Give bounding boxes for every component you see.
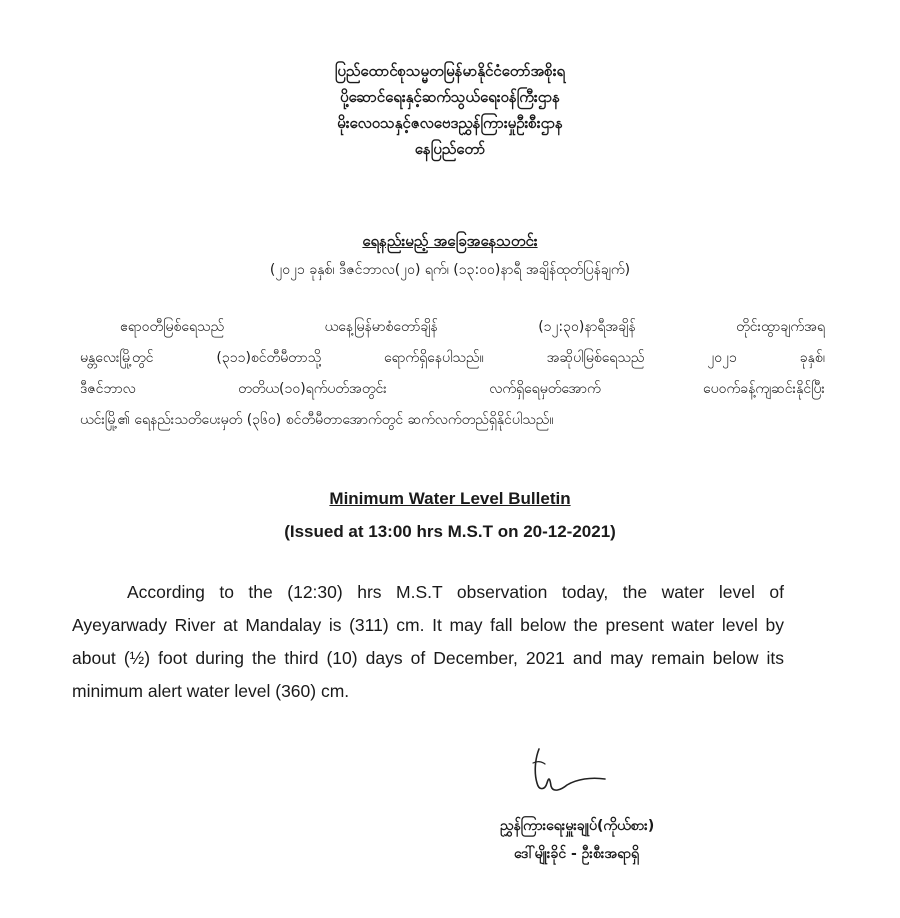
myanmar-body-line: ယင်းမြို့၏ ရေနည်းသတိပေးမှတ် (၃၆၀) စင်တီမီတာအောက်တွင် ဆက်လက်တည်ရှိနိုင်ပါသည်။	[80, 412, 554, 428]
english-body-line: minimum alert water level (360) cm.	[72, 681, 350, 701]
myanmar-bulletin-title: ရေနည်းမည့် အခြေအနေသတင်း	[362, 232, 538, 250]
signature-block	[500, 812, 760, 868]
myanmar-bulletin-body	[80, 312, 825, 436]
english-body-line: about (½) foot during the third (10) days of December, 2021 and may remain below its	[72, 648, 784, 668]
myanmar-body-line: မန္တလေးမြို့တွင် (၃၁၁)စင်တီမီတာသို့ ရောက်ရှိနေပါသည်။ အဆိုပါမြစ်ရေသည် ၂၀၂၁ ခုနှစ်၊	[80, 350, 825, 366]
myanmar-body-line: ဒီဇင်ဘာလ တတိယ(၁၀)ရက်ပတ်အတွင်း လက်ရှိရေမှတ်အောက် ပေဝက်ခန့်ကျဆင်းနိုင်ပြီး	[80, 381, 825, 397]
english-bulletin-issued: (Issued at 13:00 hrs M.S.T on 20-12-2021)	[284, 522, 616, 541]
handwritten-signature	[525, 743, 615, 803]
myanmar-bulletin-issued: (၂၀၂၁ ခုနှစ်၊ ဒီဇင်ဘာလ(၂၀) ရက်၊ (၁၃:၀၀)နာရီ အချိန်ထုတ်ပြန်ချက်)	[269, 262, 631, 278]
english-bulletin-body	[72, 576, 784, 708]
english-body-line: Ayeyarwady River at Mandalay is (311) cm. It may fall below the present water level by	[72, 615, 784, 635]
letterhead-government: ပြည်ထောင်စုသမ္မတမြန်မာနိုင်ငံတော်အစိုးရ	[334, 62, 566, 80]
letterhead-city: နေပြည်တော်	[414, 140, 486, 158]
signatory-title: ညွှန်ကြားရေးမှူးချုပ်(ကိုယ်စား)	[500, 818, 655, 834]
english-bulletin-title: Minimum Water Level Bulletin	[329, 489, 571, 508]
myanmar-body-line: ဧရာဝတီမြစ်ရေသည် ယနေ့မြန်မာစံတော်ချိန် (၁၂:၃၀)နာရီအချိန် တိုင်းထွာချက်အရ	[120, 319, 825, 335]
letterhead-ministry: ပို့ဆောင်ရေးနှင့်ဆက်သွယ်ရေးဝန်ကြီးဌာန	[340, 88, 560, 106]
letterhead	[0, 58, 900, 162]
signatory-name: ဒေါ်မျိုးခိုင် - ဦးစီးအရာရှိ	[514, 846, 640, 862]
english-body-line: According to the (12:30) hrs M.S.T observation today, the water level of	[127, 582, 784, 602]
letterhead-department: မိုးလေဝသနှင့်ဇလဗေဒညွှန်ကြားမှုဦးစီးဌာန	[337, 114, 563, 132]
